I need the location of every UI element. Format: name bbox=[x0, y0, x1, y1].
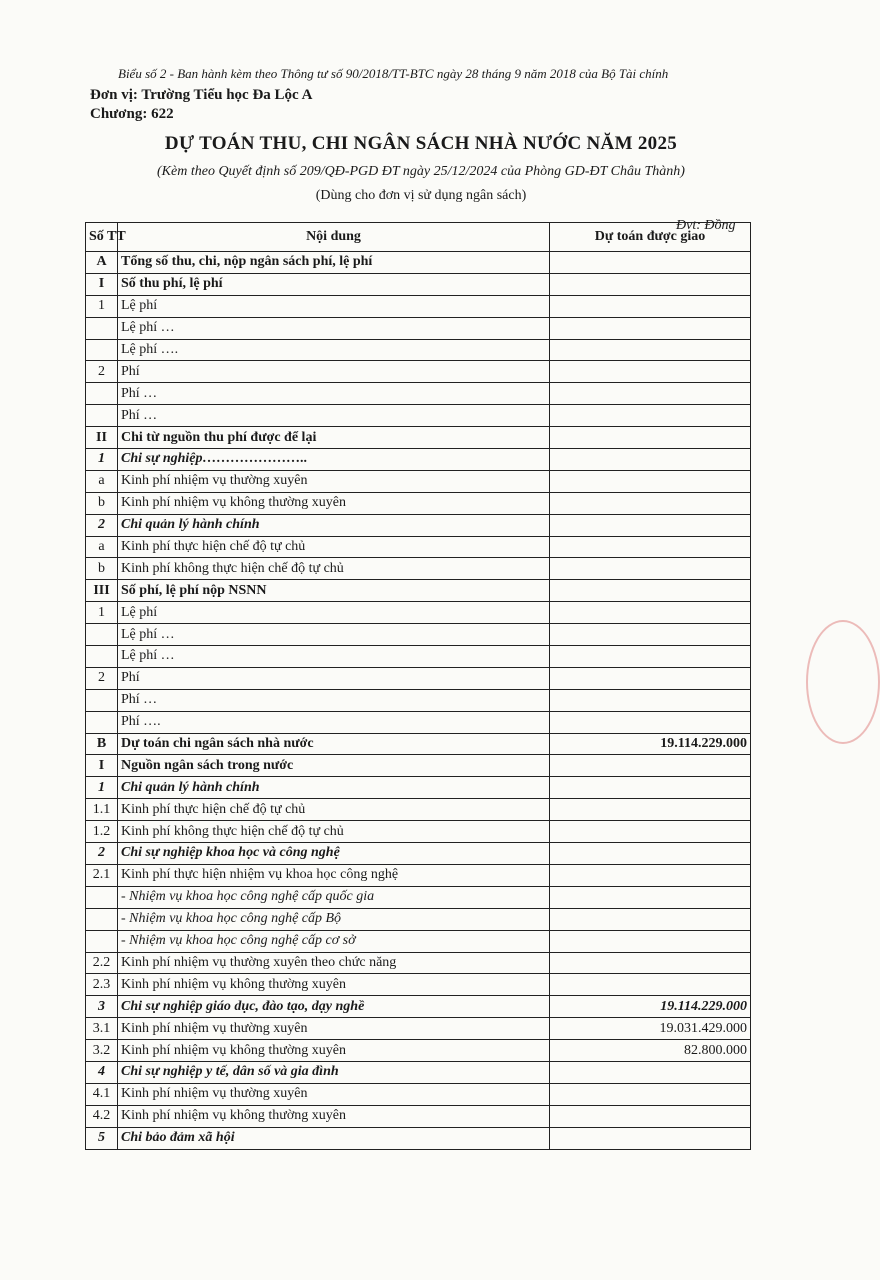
table-row bbox=[86, 339, 751, 361]
row-stt: 5 bbox=[86, 1127, 118, 1149]
row-stt: I bbox=[86, 273, 118, 295]
row-amount bbox=[550, 273, 751, 295]
table-row bbox=[86, 711, 751, 733]
row-amount bbox=[550, 974, 751, 996]
row-stt bbox=[86, 711, 118, 733]
table-row bbox=[86, 799, 751, 821]
row-stt: 2 bbox=[86, 667, 118, 689]
table-row bbox=[86, 1083, 751, 1105]
row-content: Chi sự nghiệp………………….. bbox=[118, 449, 550, 471]
row-amount bbox=[550, 930, 751, 952]
row-content: Chi quản lý hành chính bbox=[118, 777, 550, 799]
row-amount bbox=[550, 470, 751, 492]
table-row bbox=[86, 1040, 751, 1062]
row-stt: B bbox=[86, 733, 118, 755]
table-row bbox=[86, 689, 751, 711]
row-content: Lệ phí bbox=[118, 295, 550, 317]
row-content: Kinh phí thực hiện chế độ tự chủ bbox=[118, 799, 550, 821]
row-amount bbox=[550, 667, 751, 689]
table-row bbox=[86, 667, 751, 689]
table-row bbox=[86, 602, 751, 624]
row-amount bbox=[550, 1105, 751, 1127]
column-header-stt: Số TT bbox=[86, 223, 118, 252]
table-row bbox=[86, 755, 751, 777]
table-row bbox=[86, 1061, 751, 1083]
table-row bbox=[86, 996, 751, 1018]
row-stt bbox=[86, 405, 118, 427]
row-stt: 1 bbox=[86, 449, 118, 471]
row-amount bbox=[550, 339, 751, 361]
row-amount: 19.114.229.000 bbox=[550, 996, 751, 1018]
table-row bbox=[86, 252, 751, 274]
row-content: - Nhiệm vụ khoa học công nghệ cấp quốc gia bbox=[118, 886, 550, 908]
row-stt: 1 bbox=[86, 777, 118, 799]
row-amount bbox=[550, 361, 751, 383]
row-amount bbox=[550, 689, 751, 711]
row-amount bbox=[550, 295, 751, 317]
table-row bbox=[86, 864, 751, 886]
table-body bbox=[86, 252, 751, 1150]
row-content: Chi quản lý hành chính bbox=[118, 514, 550, 536]
row-amount bbox=[550, 952, 751, 974]
unit-name: Đơn vị: Trường Tiểu học Đa Lộc A bbox=[90, 87, 313, 103]
row-stt: 2 bbox=[86, 361, 118, 383]
row-stt bbox=[86, 317, 118, 339]
table-row bbox=[86, 405, 751, 427]
row-stt bbox=[86, 339, 118, 361]
table-row bbox=[86, 273, 751, 295]
row-amount bbox=[550, 317, 751, 339]
table-row bbox=[86, 514, 751, 536]
row-content: Chi sự nghiệp y tế, dân số và gia đình bbox=[118, 1061, 550, 1083]
row-stt: II bbox=[86, 427, 118, 449]
row-stt: 1.2 bbox=[86, 821, 118, 843]
row-content: - Nhiệm vụ khoa học công nghệ cấp Bộ bbox=[118, 908, 550, 930]
row-content: Kinh phí không thực hiện chế độ tự chủ bbox=[118, 558, 550, 580]
row-content: Phí …. bbox=[118, 711, 550, 733]
row-content: Lệ phí … bbox=[118, 317, 550, 339]
table-row bbox=[86, 930, 751, 952]
row-stt bbox=[86, 383, 118, 405]
row-content: Chi sự nghiệp khoa học và công nghệ bbox=[118, 843, 550, 865]
row-amount bbox=[550, 1083, 751, 1105]
row-amount bbox=[550, 514, 751, 536]
row-stt: 1.1 bbox=[86, 799, 118, 821]
row-content: Số phí, lệ phí nộp NSNN bbox=[118, 580, 550, 602]
row-content: Kinh phí nhiệm vụ không thường xuyên bbox=[118, 1040, 550, 1062]
row-content: Lệ phí …. bbox=[118, 339, 550, 361]
row-stt: a bbox=[86, 470, 118, 492]
row-content: Kinh phí không thực hiện chế độ tự chủ bbox=[118, 821, 550, 843]
row-stt bbox=[86, 646, 118, 668]
table-row bbox=[86, 383, 751, 405]
row-content: Kinh phí thực hiện chế độ tự chủ bbox=[118, 536, 550, 558]
table-row bbox=[86, 361, 751, 383]
row-content: Kinh phí nhiệm vụ thường xuyên bbox=[118, 470, 550, 492]
row-stt: 2 bbox=[86, 514, 118, 536]
row-content: Kinh phí thực hiện nhiệm vụ khoa học công nghệ bbox=[118, 864, 550, 886]
row-stt: 4.2 bbox=[86, 1105, 118, 1127]
row-stt: 4.1 bbox=[86, 1083, 118, 1105]
row-stt: 3.1 bbox=[86, 1018, 118, 1040]
table-row bbox=[86, 536, 751, 558]
row-amount bbox=[550, 580, 751, 602]
row-stt: 1 bbox=[86, 602, 118, 624]
row-amount bbox=[550, 843, 751, 865]
row-content: Lệ phí bbox=[118, 602, 550, 624]
row-content: Chi sự nghiệp giáo dục, đào tạo, dạy nghề bbox=[118, 996, 550, 1018]
row-content: Chi bảo đảm xã hội bbox=[118, 1127, 550, 1149]
row-amount bbox=[550, 711, 751, 733]
row-amount bbox=[550, 624, 751, 646]
budget-table bbox=[85, 222, 751, 1150]
row-content: Chi từ nguồn thu phí được để lại bbox=[118, 427, 550, 449]
row-amount bbox=[550, 427, 751, 449]
row-stt: 4 bbox=[86, 1061, 118, 1083]
row-amount bbox=[550, 864, 751, 886]
table-header-row bbox=[86, 223, 751, 252]
row-stt: 2.3 bbox=[86, 974, 118, 996]
row-stt: b bbox=[86, 492, 118, 514]
row-content: Phí … bbox=[118, 405, 550, 427]
row-amount bbox=[550, 777, 751, 799]
table-row bbox=[86, 470, 751, 492]
row-amount: 19.031.429.000 bbox=[550, 1018, 751, 1040]
column-header-amount: Dự toán được giao bbox=[550, 223, 751, 252]
table-row bbox=[86, 492, 751, 514]
row-amount bbox=[550, 755, 751, 777]
table-row bbox=[86, 427, 751, 449]
row-content: Kinh phí nhiệm vụ thường xuyên bbox=[118, 1018, 550, 1040]
row-content: Kinh phí nhiệm vụ thường xuyên bbox=[118, 1083, 550, 1105]
row-amount bbox=[550, 646, 751, 668]
row-amount bbox=[550, 492, 751, 514]
row-amount bbox=[550, 405, 751, 427]
red-stamp bbox=[806, 620, 880, 744]
row-stt bbox=[86, 908, 118, 930]
page-title: DỰ TOÁN THU, CHI NGÂN SÁCH NHÀ NƯỚC NĂM 2025 bbox=[164, 133, 678, 154]
row-amount bbox=[550, 602, 751, 624]
row-amount: 19.114.229.000 bbox=[550, 733, 751, 755]
row-amount bbox=[550, 1061, 751, 1083]
table-row bbox=[86, 1018, 751, 1040]
table-row bbox=[86, 777, 751, 799]
row-stt: b bbox=[86, 558, 118, 580]
table-row bbox=[86, 908, 751, 930]
usage-note: (Dùng cho đơn vị sử dụng ngân sách) bbox=[315, 188, 527, 203]
row-content: - Nhiệm vụ khoa học công nghệ cấp cơ sở bbox=[118, 930, 550, 952]
row-stt: 1 bbox=[86, 295, 118, 317]
row-amount bbox=[550, 558, 751, 580]
table-row bbox=[86, 821, 751, 843]
currency-unit: Đvt: Đồng bbox=[676, 218, 736, 233]
row-content: Phí bbox=[118, 667, 550, 689]
table-row bbox=[86, 886, 751, 908]
table-row bbox=[86, 558, 751, 580]
row-amount bbox=[550, 908, 751, 930]
row-stt bbox=[86, 624, 118, 646]
row-amount bbox=[550, 449, 751, 471]
row-content: Phí … bbox=[118, 689, 550, 711]
row-stt: I bbox=[86, 755, 118, 777]
row-stt: 3 bbox=[86, 996, 118, 1018]
row-stt bbox=[86, 886, 118, 908]
row-content: Lệ phí … bbox=[118, 646, 550, 668]
form-note: Biểu số 2 - Ban hành kèm theo Thông tư số 90/2018/TT-BTC ngày 28 tháng 9 năm 2018 của Bộ Tài chính bbox=[118, 66, 669, 81]
row-stt: 2.2 bbox=[86, 952, 118, 974]
row-stt bbox=[86, 689, 118, 711]
row-amount bbox=[550, 799, 751, 821]
table-row bbox=[86, 1105, 751, 1127]
row-content: Kinh phí nhiệm vụ không thường xuyên bbox=[118, 492, 550, 514]
table-row bbox=[86, 317, 751, 339]
row-content: Kinh phí nhiệm vụ không thường xuyên bbox=[118, 1105, 550, 1127]
row-content: Số thu phí, lệ phí bbox=[118, 273, 550, 295]
row-content: Kinh phí nhiệm vụ thường xuyên theo chức năng bbox=[118, 952, 550, 974]
table-row bbox=[86, 624, 751, 646]
row-content: Nguồn ngân sách trong nước bbox=[118, 755, 550, 777]
row-content: Phí bbox=[118, 361, 550, 383]
row-content: Tổng số thu, chi, nộp ngân sách phí, lệ phí bbox=[118, 252, 550, 274]
table-row bbox=[86, 733, 751, 755]
table-row bbox=[86, 646, 751, 668]
chapter-code: Chương: 622 bbox=[90, 106, 174, 122]
row-amount: 82.800.000 bbox=[550, 1040, 751, 1062]
table-row bbox=[86, 580, 751, 602]
row-content: Kinh phí nhiệm vụ không thường xuyên bbox=[118, 974, 550, 996]
page-subtitle: (Kèm theo Quyết định số 209/QĐ-PGD ĐT ngày 25/12/2024 của Phòng GD-ĐT Châu Thành) bbox=[157, 164, 685, 179]
row-stt: A bbox=[86, 252, 118, 274]
row-content: Dự toán chi ngân sách nhà nước bbox=[118, 733, 550, 755]
column-header-content: Nội dung bbox=[118, 223, 550, 252]
row-stt: a bbox=[86, 536, 118, 558]
row-content: Lệ phí … bbox=[118, 624, 550, 646]
row-amount bbox=[550, 536, 751, 558]
row-amount bbox=[550, 252, 751, 274]
row-amount bbox=[550, 886, 751, 908]
row-amount bbox=[550, 1127, 751, 1149]
row-amount bbox=[550, 821, 751, 843]
row-stt: 2 bbox=[86, 843, 118, 865]
table-row bbox=[86, 295, 751, 317]
table-row bbox=[86, 974, 751, 996]
row-content: Phí … bbox=[118, 383, 550, 405]
row-amount bbox=[550, 383, 751, 405]
table-row bbox=[86, 843, 751, 865]
table-row bbox=[86, 449, 751, 471]
row-stt: III bbox=[86, 580, 118, 602]
row-stt bbox=[86, 930, 118, 952]
table-row bbox=[86, 952, 751, 974]
table-row bbox=[86, 1127, 751, 1149]
row-stt: 3.2 bbox=[86, 1040, 118, 1062]
row-stt: 2.1 bbox=[86, 864, 118, 886]
